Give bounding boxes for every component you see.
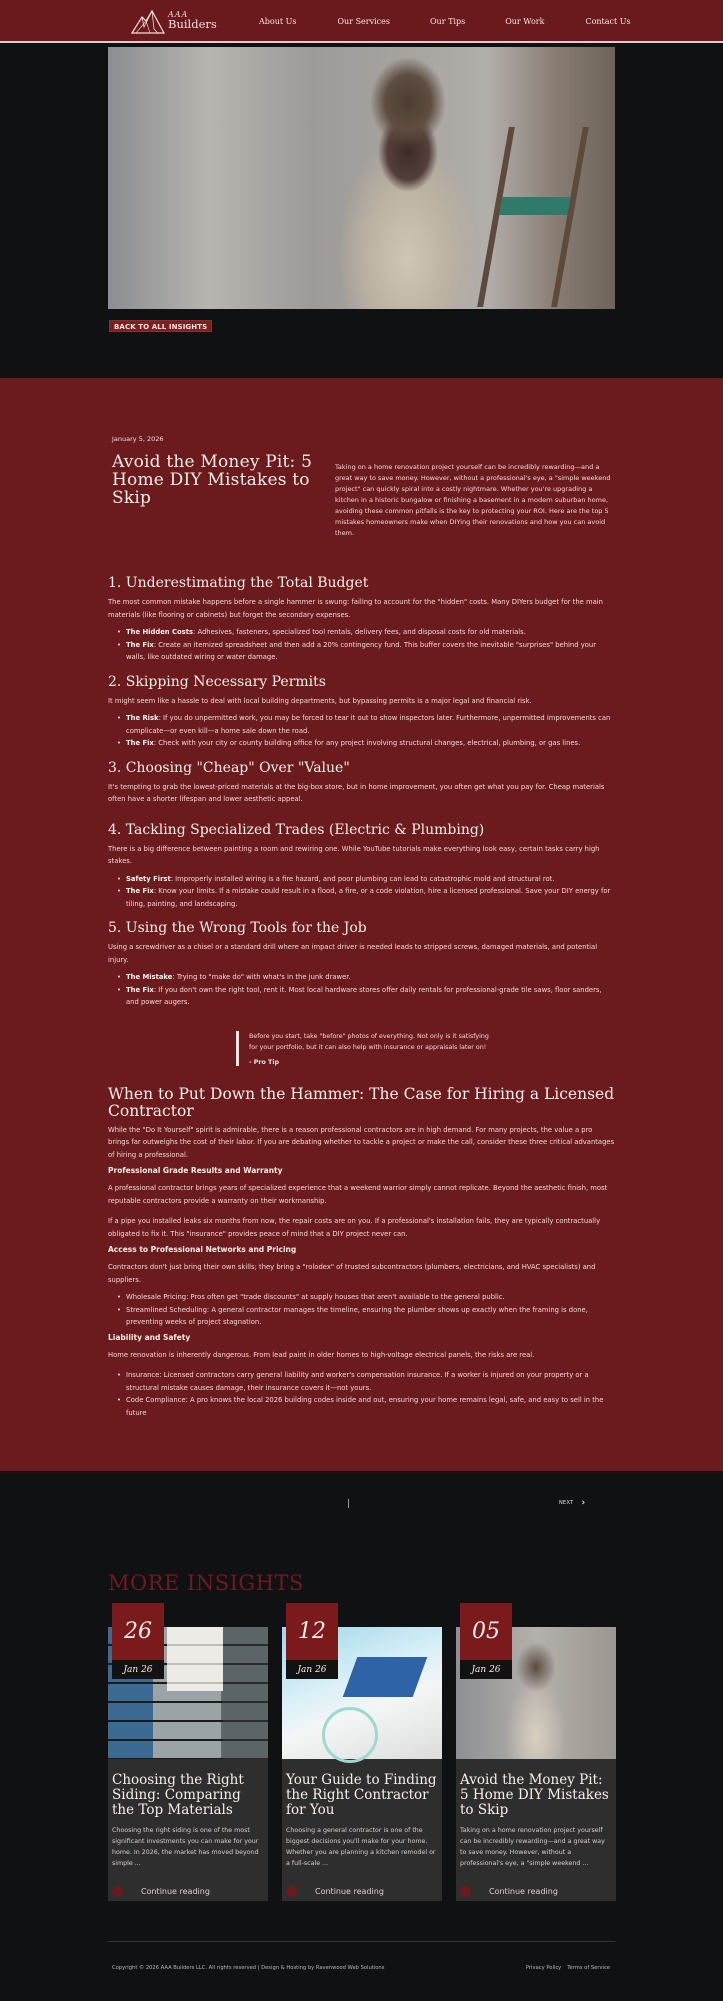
site-header <box>0 0 723 43</box>
list-item: • The Risk: If you do unpermitted work, you may be forced to tear it out to show inspectors later. Furthermore, unpermitted improvements can complicate—or even kill—a home sale down the road. <box>126 712 615 737</box>
card-title[interactable]: Your Guide to Finding the Right Contractor for You <box>286 1772 437 1818</box>
article-date: January 5, 2026 <box>112 435 164 443</box>
main-nav <box>259 0 631 43</box>
ladder-graphic <box>477 127 589 307</box>
subsection-paragraph: Contractors don't just bring their own skills; they bring a "rolodex" of trusted subcontractors (plumbers, electricians, and HVAC specialists) and suppliers. <box>108 1263 596 1284</box>
article-title: Avoid the Money Pit: 5 Home DIY Mistakes to Skip <box>112 452 313 508</box>
list-item: • The Mistake: Trying to "make do" with what's in the junk drawer. <box>126 971 615 984</box>
article-body <box>0 378 723 1471</box>
date-day: 05 <box>460 1603 512 1660</box>
section-heading: 3. Choosing "Cheap" Over "Value" <box>108 759 350 776</box>
list-item: • Safety First: Improperly installed wiring is a fire hazard, and poor plumbing can lead to catastrophic mold and structural rot. <box>126 873 615 886</box>
mountain-logo-icon <box>130 7 166 35</box>
back-to-all-insights-button[interactable]: BACK TO ALL INSIGHTS <box>109 320 212 332</box>
section-list <box>108 971 615 1009</box>
list-item: • Code Compliance: A pro knows the local 2026 building codes inside and out, ensuring your home remains legal, safe, and easy to sell in the future <box>126 1394 615 1419</box>
subsection-heading: Liability and Safety <box>108 1332 191 1342</box>
card-title[interactable]: Choosing the Right Siding: Comparing the Top Materials <box>112 1772 244 1818</box>
article-intro-text: Taking on a home renovation project yourself can be incredibly rewarding—and a great way to save money. However, without a professional's eye, a "simple weekend project" can quickly spiral into a costly nightmare. Whether you're upgrading a kitchen in a historic bungalow or finishing a basement in a modern suburban home, avoiding these common pitfalls is the key to protecting your ROI. Here are the top 5 mistakes homeowners make when DIYing their renovations and how you can avoid them. <box>335 463 611 537</box>
next-label: NEXT <box>559 1500 574 1506</box>
section-paragraph: It's tempting to grab the lowest-priced materials at the big-box store, but in home improvement, you often get what you pay for. Cheap materials often have a shorter lifespan and lower aesthetic appeal. <box>108 782 605 803</box>
footer-divider <box>108 1941 615 1942</box>
post-pagination <box>0 1471 723 1561</box>
insight-card[interactable] <box>282 1619 442 1901</box>
closing-paragraph: While the "Do It Yourself" spirit is admirable, there is a reason professional contractors are in high demand. For many projects, the value a pro brings far outweighs the cost of their labor. If you are debating whether to tackle a project or make the call, consider these three critical advantages of hiring a professional. <box>108 1125 615 1159</box>
insight-card[interactable] <box>456 1619 616 1901</box>
nav-contact-us[interactable]: Contact Us <box>585 17 631 26</box>
article-intro <box>108 428 615 539</box>
date-month: Jan 26 <box>286 1660 338 1679</box>
section-heading: 5. Using the Wrong Tools for the Job <box>108 920 367 936</box>
continue-reading-link[interactable]: Continue reading <box>112 1886 210 1897</box>
card-image-siding[interactable] <box>108 1619 268 1759</box>
subsection-heading: Professional Grade Results and Warranty <box>108 1166 283 1175</box>
list-item: • The Fix: If you don't own the right tool, rent it. Most local hardware stores offer daily rentals for professional-grade tile saws, floor sanders, and power augers. <box>126 984 615 1009</box>
more-insights-section <box>0 1561 723 1941</box>
list-item: • Insurance: Licensed contractors carry general liability and worker's compensation insurance. If a worker is injured on your property or a structural mistake causes damage, their insurance covers it—not yours. <box>126 1369 615 1394</box>
section-paragraph: It might seem like a hassle to deal with local building departments, but bypassing permits is a major legal and financial risk. <box>108 696 532 705</box>
list-item: • The Hidden Costs: Adhesives, fasteners, specialized tool rentals, delivery fees, and disposal costs for old materials. <box>126 626 615 639</box>
insight-cards <box>108 1619 615 1901</box>
card-image-contractor-guide[interactable] <box>282 1619 442 1759</box>
site-logo[interactable] <box>130 7 217 35</box>
circle-icon <box>460 1886 471 1897</box>
logo-builders-text: Builders <box>168 17 217 32</box>
subsection-paragraph: A professional contractor brings years of specialized experience that a weekend warrior simply cannot replicate. Beyond the aesthetic finish, most reputable contractors provide a warranty on their workmanship. <box>108 1184 608 1205</box>
more-insights-title: MORE INSIGHTS <box>108 1571 304 1595</box>
date-month: Jan 26 <box>460 1660 512 1679</box>
subsection-list <box>108 1291 615 1329</box>
nav-our-work[interactable]: Our Work <box>505 17 545 26</box>
date-month: Jan 26 <box>112 1660 164 1679</box>
section-list <box>108 712 615 750</box>
quote-attribution: - Pro Tip <box>249 1058 280 1066</box>
date-day: 26 <box>112 1603 164 1660</box>
quote-text: Before you start, take "before" photos of everything. Not only is it satisfying for your portfolio, but it can also help with insurance or appraisals later on! <box>249 1032 489 1051</box>
subsection-paragraph: If a pipe you installed leaks six months from now, the repair costs are on you. If a professional's installation fails, they are typically contractually obligated to fix it. This "insurance" provides peace of mind that a DIY project never can. <box>108 1217 601 1238</box>
circle-icon <box>286 1886 297 1897</box>
date-badge <box>286 1603 338 1679</box>
section-list <box>108 873 615 911</box>
nav-our-services[interactable]: Our Services <box>337 17 390 26</box>
nav-about-us[interactable]: About Us <box>259 17 297 26</box>
list-item: • Streamlined Scheduling: A general contractor manages the timeline, ensuring the plumber shows up exactly when the framing is done, preventing weeks of project stagnation. <box>126 1304 615 1329</box>
section-paragraph: The most common mistake happens before a single hammer is swung: failing to account for the "hidden" costs. Many DIYers budget for the main materials (like flooring or cabinets) but forget the secondary expenses. <box>108 598 603 619</box>
date-badge <box>460 1603 512 1679</box>
card-image-diy-mistakes[interactable] <box>456 1619 616 1759</box>
logo-aaa-text: AAA <box>168 10 189 20</box>
subsection-heading: Access to Professional Networks and Pricing <box>108 1245 297 1254</box>
card-excerpt: Taking on a home renovation project yourself can be incredibly rewarding—and a great way to save money. However, without a professional's eye, a "simple weekend ... <box>460 1827 605 1867</box>
section-heading: 4. Tackling Specialized Trades (Electric & Plumbing) <box>108 821 485 838</box>
closing-heading: When to Put Down the Hammer: The Case for Hiring a Licensed Contractor <box>108 1084 615 1120</box>
pagination-divider <box>348 1499 349 1508</box>
site-footer <box>0 1941 723 2001</box>
section-paragraph: There is a big difference between painting a room and rewiring one. While YouTube tutorials make everything look easy, certain tasks carry high stakes. <box>108 844 600 865</box>
section-heading: 1. Underestimating the Total Budget <box>108 575 369 591</box>
hero-section <box>0 43 723 378</box>
card-title[interactable]: Avoid the Money Pit: 5 Home DIY Mistakes to Skip <box>460 1772 609 1818</box>
insight-card[interactable] <box>108 1619 268 1901</box>
card-excerpt: Choosing a general contractor is one of the biggest decisions you'll make for your home. Whether you are planning a kitchen remodel or a full-scale ... <box>286 1827 436 1867</box>
list-item: • The Fix: Create an itemized spreadsheet and then add a 20% contingency fund. This buffer covers the inevitable "surprises" behind your walls, like outdated wiring or water damage. <box>126 639 615 664</box>
hero-image <box>108 47 615 309</box>
list-item: • Wholesale Pricing: Pros often get "trade discounts" at supply houses that aren't available to the general public. <box>126 1291 615 1304</box>
privacy-policy-link[interactable]: Privacy Policy <box>525 1965 562 1971</box>
list-item: • The Fix: Check with your city or county building office for any project involving structural changes, electrical, plumbing, or gas lines. <box>126 737 615 750</box>
section-heading: 2. Skipping Necessary Permits <box>108 673 326 690</box>
list-item: • The Fix: Know your limits. If a mistake could result in a flood, a fire, or a code violation, hire a licensed professional. Save your DIY energy for tiling, painting, and landscaping. <box>126 885 615 910</box>
date-badge <box>112 1603 164 1679</box>
subsection-list <box>108 1369 615 1419</box>
section-paragraph: Using a screwdriver as a chisel or a standard drill where an impact driver is needed leads to stripped screws, damaged materials, and potential injury. <box>108 943 598 964</box>
pro-tip-quote <box>236 1031 496 1066</box>
next-post-link[interactable] <box>559 1498 586 1508</box>
footer-links <box>526 1965 610 1971</box>
section-list <box>108 626 615 664</box>
copyright-text: Copyright © 2026 AAA Builders LLC. All rights reserved | Design & Hosting by Ravenwood Web Solutions <box>112 1965 385 1971</box>
card-excerpt: Choosing the right siding is one of the most significant investments you can make for your home. In 2026, the market has moved beyond simple ... <box>112 1827 259 1867</box>
subsection-paragraph: Home renovation is inherently dangerous. From lead paint in older homes to high-voltage electrical panels, the risks are real. <box>108 1350 535 1359</box>
continue-reading-link[interactable]: Continue reading <box>286 1886 384 1897</box>
circle-icon <box>112 1886 123 1897</box>
date-day: 12 <box>286 1603 338 1660</box>
continue-reading-link[interactable]: Continue reading <box>460 1886 558 1897</box>
terms-of-service-link[interactable]: Terms of Service <box>567 1965 610 1971</box>
chevron-right-icon: › <box>581 1498 586 1508</box>
nav-our-tips[interactable]: Our Tips <box>430 17 466 26</box>
